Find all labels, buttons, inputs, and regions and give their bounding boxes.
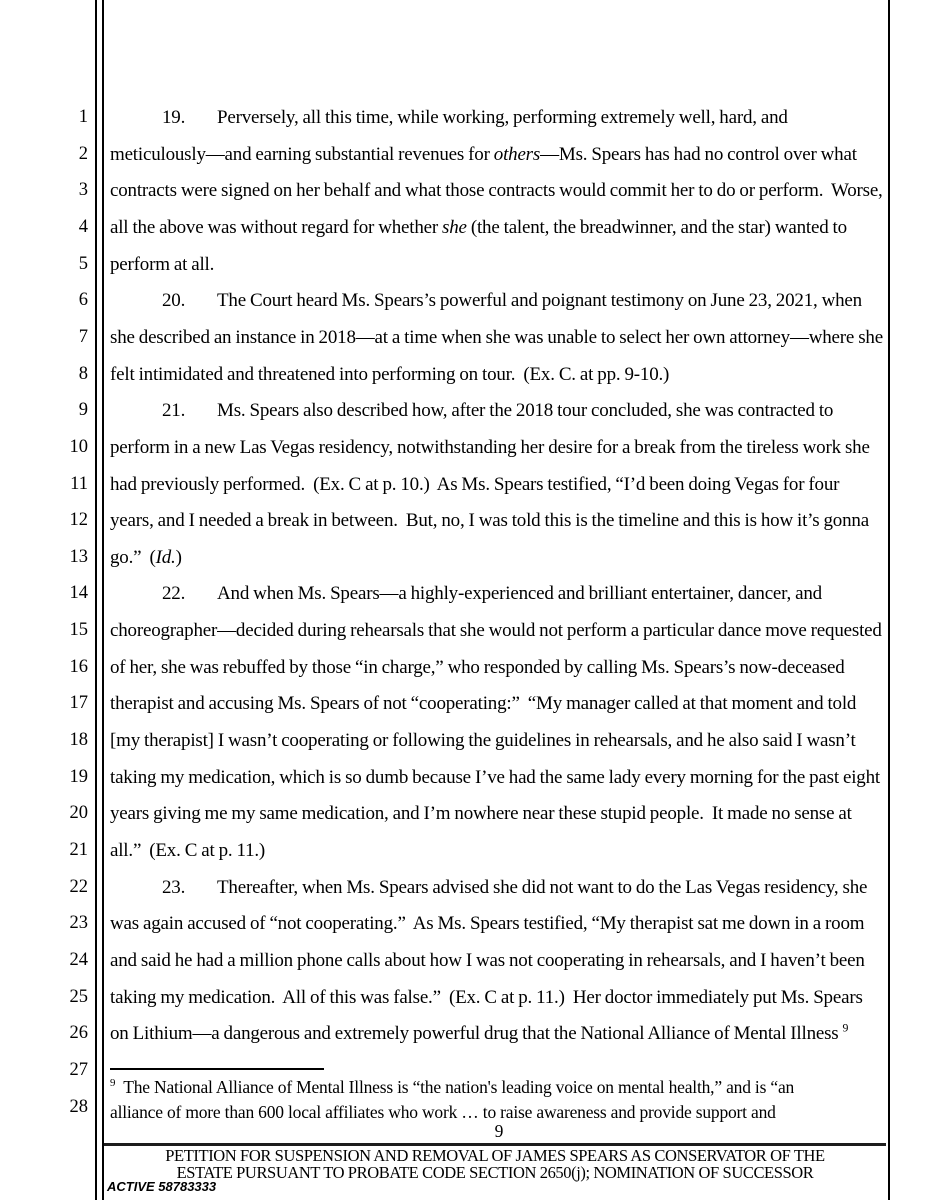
line-number: 10: [69, 436, 88, 457]
body-line: [110, 986, 892, 1009]
body-line: [110, 839, 892, 862]
line-number: 11: [70, 473, 88, 494]
text-segment: And when Ms. Spears—a highly-experienced and brilliant entertainer, dancer, and: [217, 583, 822, 605]
body-line: [110, 802, 892, 825]
text-segment: 19.: [162, 107, 186, 128]
body-line: [110, 876, 892, 899]
superscript-ref: 9: [110, 1077, 116, 1090]
line-number: 14: [69, 583, 88, 604]
text-segment: years, and I needed a break in between. But, no, I was told this is the timeline and this is how it’s gonna: [110, 510, 869, 532]
body-line: [110, 216, 892, 239]
text-segment: therapist and accusing Ms. Spears of not “cooperating:” “My manager called at that moment and told: [110, 693, 857, 715]
text-segment: Thereafter, when Ms. Spears advised she did not want to do the Las Vegas residency, she: [217, 876, 868, 898]
body-line: [110, 949, 892, 972]
body-line: [110, 179, 892, 202]
body-line: [110, 399, 892, 422]
text-segment: others: [493, 143, 541, 165]
body-line: [110, 656, 892, 679]
text-segment: The National Alliance of Mental Illness is “the nation's leading voice on mental health,” and is “an: [115, 1077, 795, 1097]
body-line: [110, 509, 892, 532]
footnote-separator: [110, 1068, 324, 1070]
text-segment: 21.: [162, 400, 186, 422]
line-number: 3: [78, 180, 88, 201]
line-number: 25: [69, 986, 88, 1007]
text-segment: on Lithium—a dangerous and extremely powerful drug that the National Alliance of Mental Illness: [110, 1023, 843, 1045]
body-line: [110, 546, 892, 569]
footer-title-line2: ESTATE PURSUANT TO PROBATE CODE SECTION 2650(j); NOMINATION OF SUCCESSOR: [176, 1163, 814, 1182]
body-line: [110, 1022, 892, 1045]
body-line: [110, 253, 892, 276]
text-segment: Id.: [155, 546, 176, 568]
body-line: [110, 766, 892, 789]
text-segment: she described an instance in 2018—at a time when she was unable to select her own attorney—where she: [110, 326, 883, 348]
footnote-line: [110, 1077, 892, 1098]
text-segment: meticulously—and earning substantial revenues for: [110, 143, 494, 165]
line-number: 27: [69, 1059, 88, 1080]
body-line: [110, 106, 892, 129]
text-segment: contracts were signed on her behalf and what those contracts would commit her to do or perform. Worse,: [110, 180, 883, 202]
body-line: [110, 436, 892, 459]
text-segment: taking my medication, which is so dumb because I’ve had the same lady every morning for the past eight: [110, 766, 880, 788]
line-number: 24: [69, 949, 88, 970]
text-segment: choreographer—decided during rehearsals that she would not perform a particular dance move requested: [110, 620, 882, 642]
line-number: 20: [69, 803, 88, 824]
text-segment: all.” (Ex. C at p. 11.): [110, 840, 266, 861]
text-segment: Perversely, all this time, while working, performing extremely well, hard, and: [217, 107, 788, 128]
body-line: [110, 619, 892, 642]
line-number: 28: [69, 1096, 88, 1117]
line-number: 26: [69, 1023, 88, 1044]
line-number: 19: [69, 766, 88, 787]
text-segment: (the talent, the breadwinner, and the star) wanted to: [466, 216, 847, 238]
line-number: 6: [78, 290, 88, 311]
line-number: 13: [69, 546, 88, 567]
footer-title-line1: PETITION FOR SUSPENSION AND REMOVAL OF JAMES SPEARS AS CONSERVATOR OF THE: [165, 1146, 825, 1165]
body-line: [110, 692, 892, 715]
line-number: 17: [69, 693, 88, 714]
line-number: 8: [78, 363, 88, 384]
body-line: [110, 289, 892, 312]
document-id: ACTIVE 58783333: [107, 1179, 217, 1194]
line-number: 4: [78, 216, 88, 237]
line-number: 21: [69, 840, 88, 860]
line-number: 9: [78, 400, 88, 421]
text-segment: she: [442, 216, 467, 238]
line-number: 15: [69, 620, 88, 641]
text-segment: go.” (: [110, 546, 156, 568]
text-segment: perform at all.: [110, 253, 215, 275]
line-number: 22: [69, 876, 88, 897]
text-segment: perform in a new Las Vegas residency, notwithstanding her desire for a break from the tireless work she: [110, 436, 870, 458]
text-segment: Ms. Spears also described how, after the 2018 tour concluded, she was contracted to: [217, 400, 834, 422]
text-segment: The Court heard Ms. Spears’s powerful and poignant testimony on June 23, 2021, when: [217, 290, 862, 312]
page-number: 9: [494, 1121, 504, 1141]
text-segment: —Ms. Spears has had no control over what: [540, 143, 857, 165]
footnote-line: [110, 1102, 892, 1123]
text-segment: all the above was without regard for whether: [110, 216, 443, 238]
body-line: [110, 473, 892, 496]
text-segment: [my therapist] I wasn’t cooperating or following the guidelines in rehearsals, and he also said I wasn’t: [110, 730, 856, 752]
line-number: 18: [69, 730, 88, 751]
text-segment: 23.: [162, 876, 186, 898]
body-line: [110, 143, 892, 166]
line-number: 23: [69, 913, 88, 934]
text-segment: 20.: [162, 290, 186, 312]
text-segment: taking my medication. All of this was false.” (Ex. C at p. 11.) Her doctor immediately put Ms. Spears: [110, 986, 863, 1008]
body-line: [110, 363, 892, 386]
line-number: 12: [69, 510, 88, 531]
superscript-ref: 9: [842, 1021, 849, 1035]
text-segment: of her, she was rebuffed by those “in charge,” who responded by calling Ms. Spears’s now-deceased: [110, 656, 845, 678]
line-number: 2: [78, 143, 88, 164]
text-segment: years giving me my same medication, and I’m nowhere near these stupid people. It made no sense at: [110, 803, 852, 825]
body-line: [110, 582, 892, 605]
pleading-left-rule-inner: [102, 0, 104, 1200]
line-number: 1: [78, 107, 88, 127]
text-segment: alliance of more than 600 local affiliates who work … to raise awareness and provide support and: [110, 1102, 776, 1122]
body-line: [110, 912, 892, 935]
text-segment: felt intimidated and threatened into performing on tour. (Ex. C. at pp. 9-10.): [110, 363, 670, 385]
text-segment: ): [175, 546, 182, 568]
text-segment: had previously performed. (Ex. C at p. 10.) As Ms. Spears testified, “I’d been doing Vegas for four: [110, 473, 840, 495]
text-segment: 22.: [162, 583, 186, 605]
text-segment: was again accused of “not cooperating.” As Ms. Spears testified, “My therapist sat me down in a room: [110, 913, 865, 935]
body-line: [110, 326, 892, 349]
pleading-left-rule-outer: [95, 0, 97, 1200]
line-number: 7: [78, 326, 88, 347]
body-line: [110, 729, 892, 752]
text-segment: and said he had a million phone calls about how I was not cooperating in rehearsals, and I haven’t been: [110, 949, 865, 971]
line-number: 16: [69, 656, 88, 677]
line-number: 5: [78, 253, 88, 274]
